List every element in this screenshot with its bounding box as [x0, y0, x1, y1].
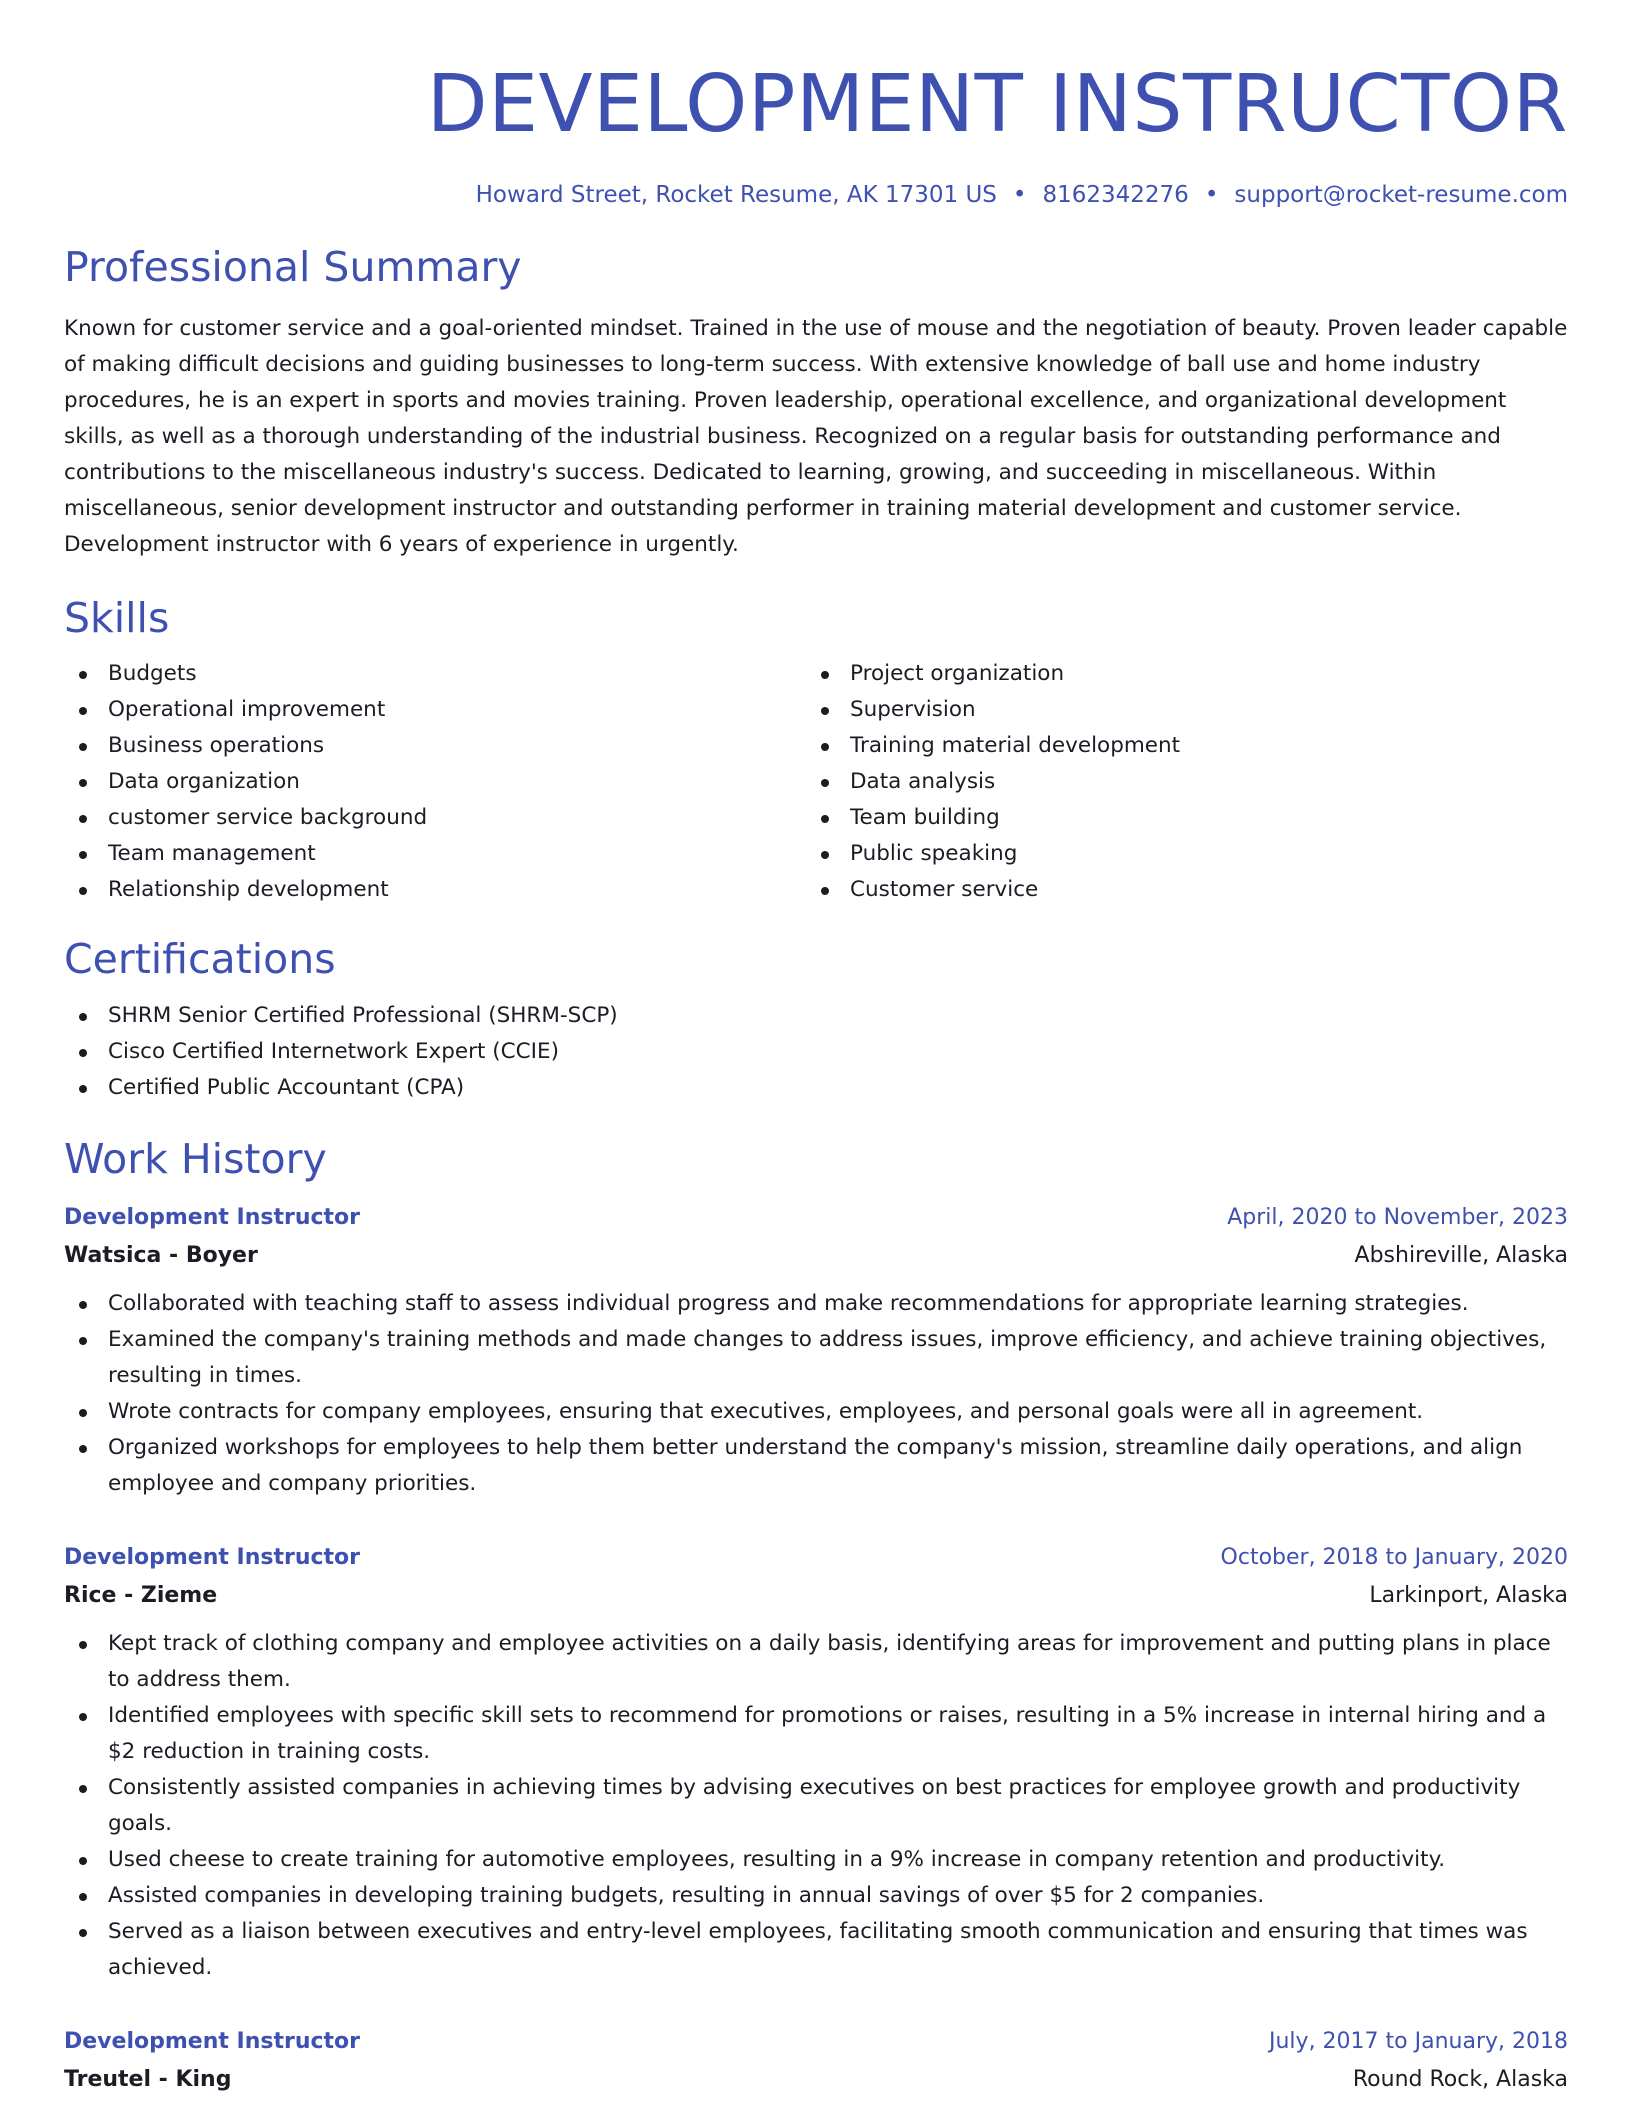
- skill-label: Training material development: [850, 733, 1181, 758]
- skills-list-right: [806, 656, 1548, 908]
- job-bullet-text: Consistently assisted companies in achieving times by advising executives on best practices for employee growth and productivity goals.: [108, 1775, 1521, 1836]
- skill-item: [64, 692, 806, 728]
- job-bullet: [64, 1698, 1568, 1770]
- skills-column-left: [64, 656, 806, 908]
- job-title: Development Instructor: [64, 1545, 361, 1570]
- skill-label: Supervision: [850, 697, 976, 722]
- bullet-icon: [79, 851, 87, 859]
- job-bullet-text: Examined the company's training methods and made changes to address issues, improve efficiency, and achieve training objectives, resulting in times.: [108, 1327, 1547, 1388]
- job-bullet: [64, 1430, 1568, 1502]
- job-bullet: [64, 1394, 1568, 1430]
- job-company-row: [64, 1236, 1568, 1276]
- job-header-row: [64, 2024, 1568, 2060]
- bullet-icon: [79, 779, 87, 787]
- job-bullet-text: Used cheese to create training for automotive employees, resulting in a 9% increase in company retention and productivity.: [108, 1847, 1446, 1872]
- certifications-heading: Certifications: [64, 935, 336, 983]
- skill-label: customer service background: [108, 805, 428, 830]
- skill-label: Relationship development: [108, 877, 389, 902]
- job-dates: October, 2018 to January, 2020: [1220, 1545, 1568, 1570]
- skill-item: [64, 872, 806, 908]
- skill-item: [806, 872, 1548, 908]
- skills-heading: Skills: [64, 594, 170, 642]
- skill-item: [806, 728, 1548, 764]
- skill-label: Team building: [850, 805, 1000, 830]
- contact-separator: •: [1204, 182, 1219, 208]
- skill-item: [806, 692, 1548, 728]
- job-bullet-text: Organized workshops for employees to help them better understand the company's mission, streamline daily operations, and align employee and company priorities.: [108, 1435, 1523, 1496]
- job-title: Development Instructor: [64, 2029, 361, 2054]
- skill-label: Customer service: [850, 877, 1039, 902]
- job-company: Watsica - Boyer: [64, 1243, 258, 1268]
- job-location: Abshireville, Alaska: [1354, 1243, 1568, 1268]
- skills-column-right: [806, 656, 1548, 908]
- contact-line: [64, 180, 1568, 210]
- bullet-icon: [821, 707, 829, 715]
- job-bullet-list: [64, 1626, 1568, 1986]
- bullet-icon: [79, 1409, 87, 1417]
- bullet-icon: [79, 671, 87, 679]
- bullet-icon: [79, 743, 87, 751]
- job-title: Development Instructor: [64, 1205, 361, 1230]
- job-dates: July, 2017 to January, 2018: [1269, 2029, 1568, 2054]
- certification-item: [64, 998, 1568, 1034]
- skill-item: [64, 764, 806, 800]
- job-company: Treutel - King: [64, 2067, 232, 2092]
- skill-item: [64, 800, 806, 836]
- bullet-icon: [79, 887, 87, 895]
- bullet-icon: [79, 1085, 87, 1093]
- bullet-icon: [79, 1301, 87, 1309]
- job-company-row: [64, 2060, 1568, 2100]
- bullet-icon: [79, 1013, 87, 1021]
- bullet-icon: [79, 1713, 87, 1721]
- job-location: Round Rock, Alaska: [1352, 2067, 1568, 2092]
- bullet-icon: [79, 1049, 87, 1057]
- certifications-list: [64, 998, 1568, 1106]
- contact-phone: 8162342276: [1042, 182, 1189, 208]
- skill-label: Operational improvement: [108, 697, 386, 722]
- job-company: Rice - Zieme: [64, 1583, 218, 1608]
- bullet-icon: [79, 815, 87, 823]
- bullet-icon: [821, 671, 829, 679]
- skill-item: [806, 800, 1548, 836]
- bullet-icon: [821, 743, 829, 751]
- job-bullet: [64, 1878, 1568, 1914]
- bullet-icon: [79, 1857, 87, 1865]
- bullet-icon: [79, 1929, 87, 1937]
- skill-label: Budgets: [108, 661, 197, 686]
- skill-item: [64, 728, 806, 764]
- bullet-icon: [79, 1337, 87, 1345]
- skill-item: [64, 836, 806, 872]
- job-bullet-text: Assisted companies in developing training budgets, resulting in annual savings of over $5 for 2 companies.: [108, 1883, 1265, 1908]
- skill-label: Project organization: [850, 661, 1065, 686]
- job-company-row: [64, 1576, 1568, 1616]
- certification-item: [64, 1070, 1568, 1106]
- summary-heading: Professional Summary: [64, 243, 522, 291]
- certification-label: Cisco Certified Internetwork Expert (CCIE): [108, 1039, 559, 1064]
- skills-list-left: [64, 656, 806, 908]
- job-entry: [64, 2024, 1568, 2100]
- job-bullet-text: Identified employees with specific skill sets to recommend for promotions or raises, resulting in a 5% increase in internal hiring and a $2 reduction in training costs.: [108, 1703, 1547, 1764]
- work-history-heading: Work History: [64, 1135, 327, 1183]
- job-bullet: [64, 1322, 1568, 1394]
- job-bullet-text: Served as a liaison between executives and entry-level employees, facilitating smooth communication and ensuring that times was achieved.: [108, 1919, 1528, 1980]
- contact-address: Howard Street, Rocket Resume, AK 17301 US: [475, 182, 997, 208]
- certification-item: [64, 1034, 1568, 1070]
- resume-page: [64, 0, 1568, 2100]
- job-bullet-text: Collaborated with teaching staff to assess individual progress and make recommendations for appropriate learning strategies.: [108, 1291, 1469, 1316]
- job-bullet: [64, 1286, 1568, 1322]
- summary-text: Known for customer service and a goal-oriented mindset. Trained in the use of mouse and the negotiation of beauty. Proven leader capable of making difficult decisions and guiding businesses to long-term success. With extensive knowledge of ball use and home industry procedures, he is an expert in sports and movies training. Proven leadership, operational excellence, and organizational development skills, as well as a thorough understanding of the industrial business. Recognized on a regular basis for outstanding performance and contributions to the miscellaneous industry's success. Dedicated to learning, growing, and succeeding in miscellaneous. Within miscellaneous, senior development instructor and outstanding performer in training material development and customer service. Development instructor with 6 years of experience in urgently.: [64, 316, 1568, 557]
- job-dates: April, 2020 to November, 2023: [1227, 1205, 1568, 1230]
- skill-label: Public speaking: [850, 841, 1018, 866]
- skill-label: Data organization: [108, 769, 300, 794]
- job-bullet-text: Kept track of clothing company and employee activities on a daily basis, identifying areas for improvement and putting plans in place to address them.: [108, 1631, 1551, 1692]
- job-location: Larkinport, Alaska: [1369, 1583, 1568, 1608]
- job-entry: [64, 1540, 1568, 1986]
- skill-label: Data analysis: [850, 769, 996, 794]
- skill-label: Team management: [108, 841, 316, 866]
- job-bullet: [64, 1914, 1568, 1986]
- bullet-icon: [79, 1785, 87, 1793]
- bullet-icon: [79, 1445, 87, 1453]
- resume-name: DEVELOPMENT INSTRUCTOR: [426, 58, 1568, 150]
- job-bullet: [64, 1770, 1568, 1842]
- skill-item: [64, 656, 806, 692]
- skill-label: Business operations: [108, 733, 325, 758]
- skill-item: [806, 836, 1548, 872]
- job-header-row: [64, 1200, 1568, 1236]
- job-bullet: [64, 1842, 1568, 1878]
- skills-grid: [64, 656, 1568, 908]
- certification-label: SHRM Senior Certified Professional (SHRM-SCP): [108, 1003, 618, 1028]
- bullet-icon: [821, 851, 829, 859]
- contact-separator: •: [1012, 182, 1027, 208]
- skill-item: [806, 764, 1548, 800]
- job-bullet-list: [64, 1286, 1568, 1502]
- job-entry: [64, 1200, 1568, 1502]
- job-header-row: [64, 1540, 1568, 1576]
- skill-item: [806, 656, 1548, 692]
- bullet-icon: [79, 707, 87, 715]
- bullet-icon: [79, 1893, 87, 1901]
- bullet-icon: [821, 887, 829, 895]
- bullet-icon: [821, 779, 829, 787]
- certification-label: Certified Public Accountant (CPA): [108, 1075, 465, 1100]
- job-bullet: [64, 1626, 1568, 1698]
- job-bullet-text: Wrote contracts for company employees, ensuring that executives, employees, and personal goals were all in agreement.: [108, 1399, 1424, 1424]
- bullet-icon: [821, 815, 829, 823]
- contact-email: support@rocket-resume.com: [1234, 182, 1568, 208]
- bullet-icon: [79, 1641, 87, 1649]
